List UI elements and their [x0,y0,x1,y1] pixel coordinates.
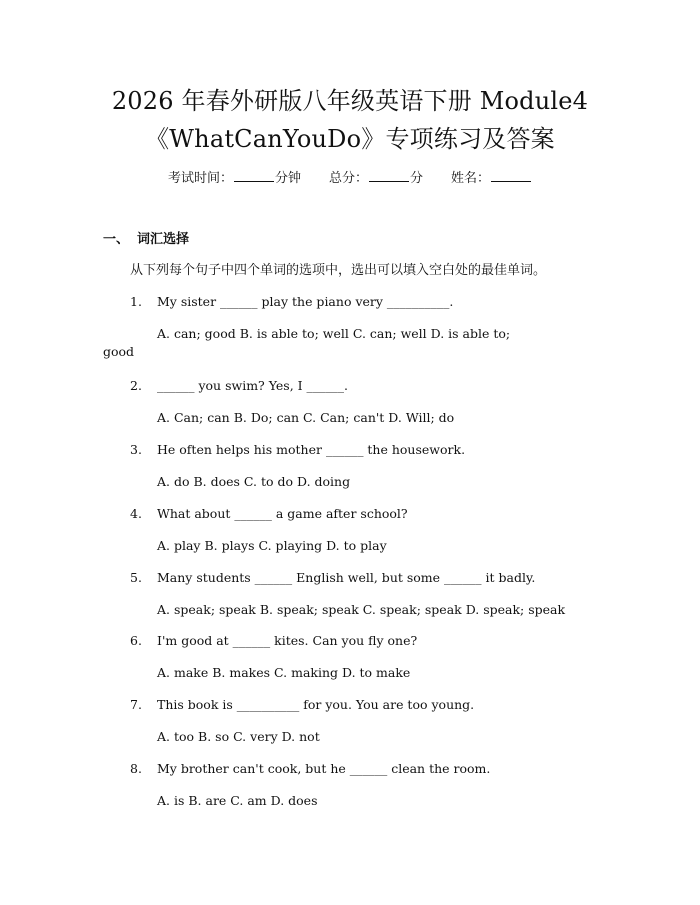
exam-time-blank [234,169,274,182]
title-line-1: 2026 年春外研版八年级英语下册 Module4 [111,87,589,115]
exam-info [0,169,700,188]
title-line-2: 《WhatCanYouDo》专项练习及答案 [145,125,555,153]
question-options-continued: good [103,344,135,359]
question-text: ______ you swim? Yes, I ______. [157,378,349,393]
question-5 [130,569,535,587]
question-number: 1. [130,294,142,309]
exam-score-unit: 分 [410,171,424,186]
question-4 [130,505,408,523]
question-6 [130,632,417,650]
question-text: My brother can't cook, but he ______ clean the room. [157,761,491,776]
question-7 [130,696,474,714]
question-5-options: A. speak; speak B. speak; speak C. speak; speak D. speak; speak [157,602,566,617]
question-text: This book is __________ for you. You are too young. [157,697,475,712]
question-number: 7. [130,697,142,712]
question-text: I'm good at ______ kites. Can you fly one? [157,633,418,648]
question-text: Many students ______ English well, but some ______ it badly. [157,570,536,585]
question-number: 8. [130,761,142,776]
exam-time-label: 考试时间： [167,171,233,186]
exam-name-blank [491,169,531,182]
section-number: 一、 [103,232,130,247]
question-number: 6. [130,633,142,648]
question-3-options: A. do B. does C. to do D. doing [157,474,351,489]
exam-time-unit: 分钟 [274,171,301,186]
exam-score-label: 总分： [328,171,368,186]
section-heading [103,231,189,249]
question-text: What about ______ a game after school? [157,506,408,521]
question-8-options: A. is B. are C. am D. does [157,793,318,808]
question-1 [130,293,453,311]
question-1-options [103,325,593,361]
question-text: He often helps his mother ______ the housework. [157,442,466,457]
question-8 [130,760,490,778]
question-2-options: A. Can; can B. Do; can C. Can; can't D. Will; do [157,410,455,425]
question-number: 5. [130,570,142,585]
section-title: 词汇选择 [137,232,190,247]
question-7-options: A. too B. so C. very D. not [157,729,320,744]
question-number: 2. [130,378,142,393]
question-number: 3. [130,442,142,457]
exam-score [329,169,423,188]
question-options: A. can; good B. is able to; well C. can; well D. is able to; [157,326,511,341]
exam-score-blank [369,169,409,182]
exam-name [451,169,532,188]
question-number: 4. [130,506,142,521]
question-4-options: A. play B. plays C. playing D. to play [157,538,387,553]
exam-time [168,169,301,188]
question-6-options: A. make B. makes C. making D. to make [157,665,411,680]
section-instruction: 从下列每个句子中四个单词的选项中，选出可以填入空白处的最佳单词。 [130,263,547,278]
question-3 [130,441,465,459]
question-2 [130,377,348,395]
exam-name-label: 姓名： [451,171,491,186]
document-title [80,82,620,158]
question-text: My sister ______ play the piano very __________. [157,294,454,309]
